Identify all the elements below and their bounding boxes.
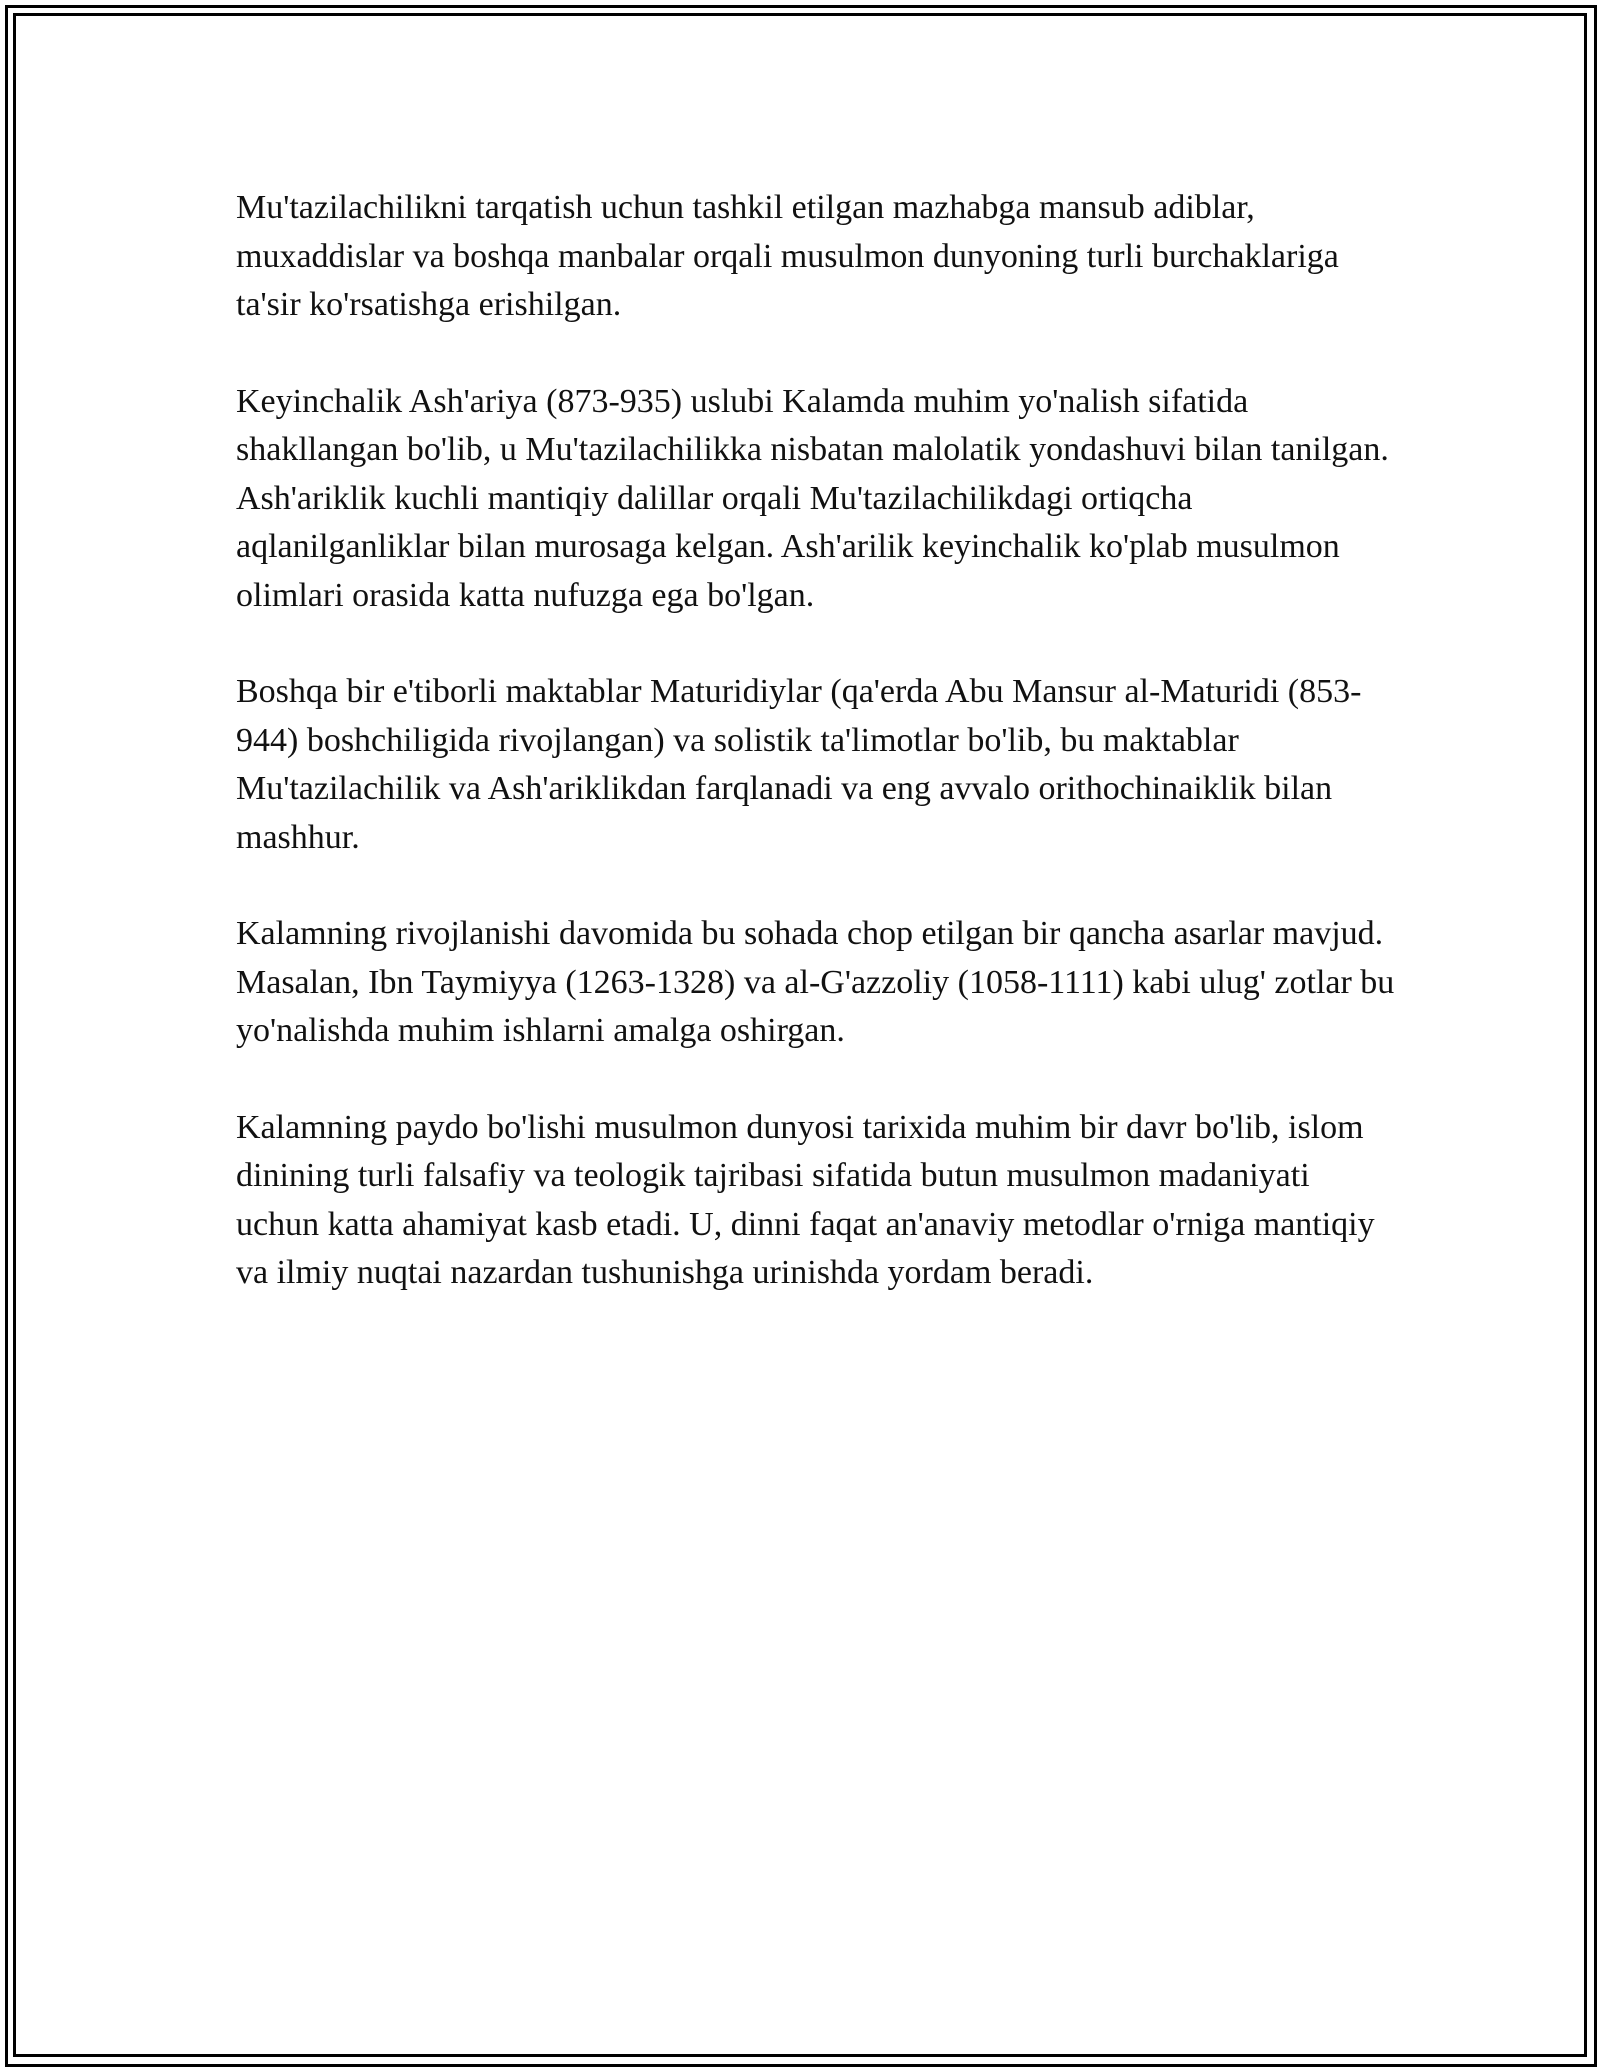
paragraph-1: Mu'tazilachilikni tarqatish uchun tashkil etilgan mazhabga mansub adiblar, muxaddislar va boshqa manbalar orqali musulmon dunyoning turli burchaklariga ta'sir ko'rsatishga erishilgan. — [236, 189, 1339, 323]
paragraph-3: Boshqa bir e'tiborli maktablar Maturidiylar (qa'erda Abu Mansur al-Maturidi (853-944) boshchiligida rivojlangan) va solistik ta'limotlar bo'lib, bu maktablar Mu'tazilachilik va Ash'ariklikdan farqlanadi va eng avvalo orithochinaiklik bilan mashhur. — [236, 673, 1362, 856]
paragraph-4: Kalamning rivojlanishi davomida bu sohada chop etilgan bir qancha asarlar mavjud. Masalan, Ibn Taymiyya (1263-1328) va al-G'azzoliy (1058-1111) kabi ulug' zotlar bu yo'nalishda muhim ishlarni amalga oshirgan. — [236, 915, 1395, 1049]
paragraph-5: Kalamning paydo bo'lishi musulmon dunyosi tarixida muhim bir davr bo'lib, islom dinining turli falsafiy va teologik tajribasi sifatida butun musulmon madaniyati uchun katta ahamiyat kasb etadi. U, dinni faqat an'anaviy metodlar o'rniga mantiqiy va ilmiy nuqtai nazardan tushunishga urinishda yordam beradi. — [236, 1108, 1375, 1291]
paragraph-2: Keyinchalik Ash'ariya (873-935) uslubi Kalamda muhim yo'nalish sifatida shakllangan bo'lib, u Mu'tazilachilikka nisbatan malolatik yondashuvi bilan tanilgan. Ash'ariklik kuchli mantiqiy dalillar orqali Mu'tazilachilikdagi ortiqcha aqlanilganliklar bilan murosaga kelgan. Ash'arilik keyinchalik ko'plab musulmon olimlari orasida katta nufuzga ega bo'lgan. — [236, 382, 1389, 614]
document-body — [236, 184, 1396, 1346]
